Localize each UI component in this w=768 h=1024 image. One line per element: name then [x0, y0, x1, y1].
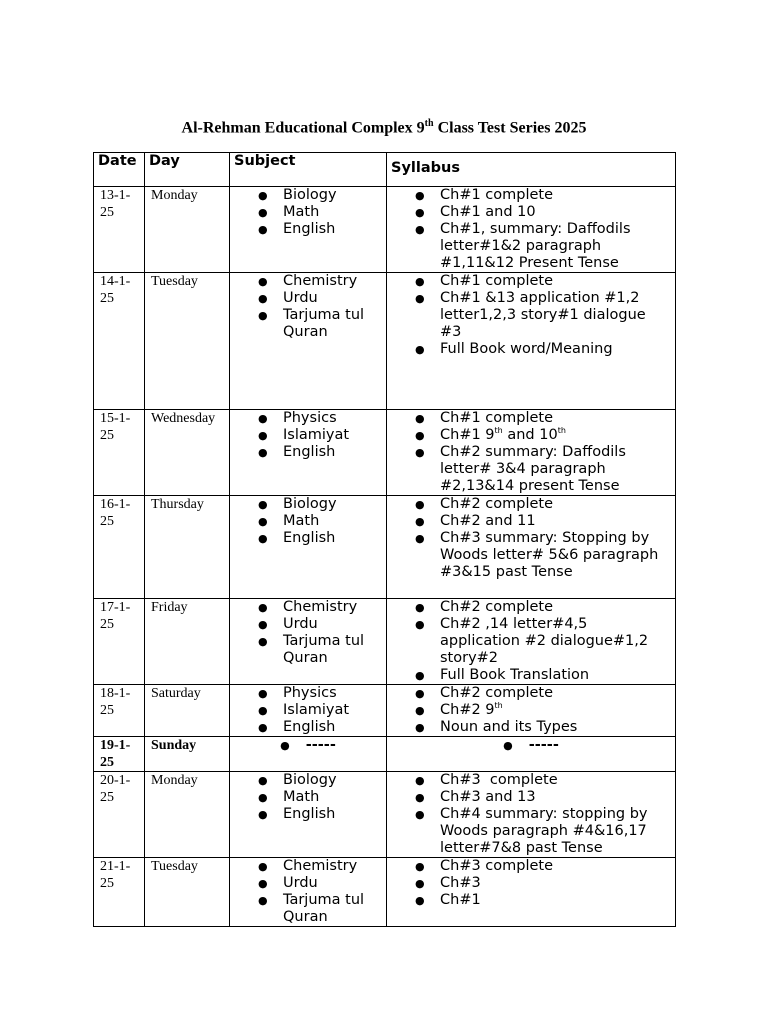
syllabus-item: ● Ch#2 ,14 letter#4,5 application #2 dialogue#1,2 story#2 — [415, 616, 649, 666]
table-row — [94, 772, 676, 858]
day-cell: Sunday — [145, 737, 230, 772]
syllabus-item: ● Ch#3 complete — [415, 772, 558, 788]
date-cell: 18-1-25 — [94, 685, 145, 737]
date-cell: 13-1-25 — [94, 187, 145, 273]
syllabus-item: ● Full Book Translation — [415, 667, 590, 683]
subject-item: ● Physics — [258, 685, 337, 701]
day-cell: Thursday — [145, 496, 230, 599]
syllabus-item: ● Ch#2 and 11 — [415, 513, 536, 529]
day-cell: Monday — [145, 772, 230, 858]
syllabus-item: ● Ch#3 complete — [415, 858, 554, 874]
subject-item: ● English — [258, 530, 336, 546]
date-cell: 17-1-25 — [94, 599, 145, 685]
table-header-row — [94, 153, 676, 187]
syllabus-item: ● Ch#2 complete — [415, 685, 554, 701]
date-cell: 21-1-25 — [94, 858, 145, 927]
page-title: Al-Rehman Educational Complex 9th Class Test Series 2025 — [181, 118, 587, 137]
subject-item: ● English — [258, 806, 336, 822]
subject-cell — [230, 496, 387, 599]
day-cell: Friday — [145, 599, 230, 685]
subject-item: ● Biology — [258, 187, 337, 203]
day-cell: Tuesday — [145, 273, 230, 410]
day-cell: Saturday — [145, 685, 230, 737]
header-day: Day — [145, 153, 230, 187]
subject-cell — [230, 685, 387, 737]
syllabus-cell — [387, 599, 676, 685]
table-row — [94, 273, 676, 410]
table-row — [94, 737, 676, 772]
syllabus-cell — [387, 496, 676, 599]
syllabus-item: ● Ch#1 complete — [415, 187, 554, 203]
subject-item: ● Tarjuma tul Quran — [258, 892, 365, 925]
subject-item: ● Urdu — [258, 616, 318, 632]
subject-cell — [230, 858, 387, 927]
subject-item: ● Urdu — [258, 290, 318, 306]
syllabus-cell — [387, 858, 676, 927]
date-cell: 20-1-25 — [94, 772, 145, 858]
day-cell: Tuesday — [145, 858, 230, 927]
subject-item: ● Physics — [258, 410, 337, 426]
subject-item: ● Chemistry — [258, 273, 358, 289]
syllabus-cell — [387, 685, 676, 737]
syllabus-item: ● Ch#1 — [415, 892, 481, 908]
subject-cell: ● ----- — [230, 737, 387, 772]
syllabus-item: ● Ch#2 9th — [415, 701, 503, 718]
syllabus-cell — [387, 410, 676, 496]
day-cell: Monday — [145, 187, 230, 273]
subject-cell — [230, 187, 387, 273]
syllabus-item: ● Ch#1 &13 application #1,2 letter1,2,3 story#1 dialogue #3 — [415, 290, 646, 340]
date-cell: 19-1-25 — [94, 737, 145, 772]
syllabus-cell: ● ----- — [387, 737, 676, 772]
syllabus-item: ● Ch#2 complete — [415, 496, 554, 512]
subject-item: ● Math — [258, 789, 320, 805]
syllabus-item: ● Ch#1 complete — [415, 410, 554, 426]
table-row — [94, 410, 676, 496]
subject-item: ● Islamiyat — [258, 427, 350, 443]
schedule-table — [93, 152, 676, 927]
syllabus-item: ● Ch#1, summary: Daffodils letter#1&2 paragraph #1,11&12 Present Tense — [415, 221, 631, 271]
syllabus-item: ● Ch#2 summary: Daffodils letter# 3&4 paragraph #2,13&14 present Tense — [415, 444, 626, 494]
table-row — [94, 187, 676, 273]
syllabus-item: ● Ch#3 summary: Stopping by Woods letter# 5&6 paragraph #3&15 past Tense — [415, 530, 659, 580]
subject-item: ● Biology — [258, 772, 337, 788]
subject-item: ● Tarjuma tul Quran — [258, 307, 365, 340]
subject-item: ● Tarjuma tul Quran — [258, 633, 365, 666]
subject-item: ● Islamiyat — [258, 702, 350, 718]
syllabus-item: ● Ch#2 complete — [415, 599, 554, 615]
subject-cell — [230, 410, 387, 496]
header-date: Date — [94, 153, 145, 187]
subject-cell — [230, 599, 387, 685]
syllabus-item: ● Full Book word/Meaning — [415, 341, 613, 357]
syllabus-cell — [387, 772, 676, 858]
subject-cell — [230, 772, 387, 858]
subject-item: ● Chemistry — [258, 599, 358, 615]
subject-item: ● English — [258, 444, 336, 460]
syllabus-item: ● Ch#1 9th and 10th — [415, 426, 566, 443]
syllabus-item: ● Ch#4 summary: stopping by Woods paragraph #4&16,17 letter#7&8 past Tense — [415, 806, 648, 856]
subject-item: ● Math — [258, 204, 320, 220]
table-row — [94, 599, 676, 685]
table-row — [94, 685, 676, 737]
syllabus-item: ● Ch#1 and 10 — [415, 204, 536, 220]
syllabus-cell — [387, 187, 676, 273]
subject-cell — [230, 273, 387, 410]
subject-item: ● English — [258, 719, 336, 735]
subject-item: ● Urdu — [258, 875, 318, 891]
syllabus-cell — [387, 273, 676, 410]
subject-item: ● Biology — [258, 496, 337, 512]
syllabus-item: ● Ch#3 — [415, 875, 481, 891]
subject-item: ● English — [258, 221, 336, 237]
day-cell: Wednesday — [145, 410, 230, 496]
date-cell: 14-1-25 — [94, 273, 145, 410]
subject-item: ● Math — [258, 513, 320, 529]
subject-item: ● Chemistry — [258, 858, 358, 874]
syllabus-item: ● Ch#3 and 13 — [415, 789, 536, 805]
header-subject: Subject — [230, 153, 387, 187]
date-cell: 15-1-25 — [94, 410, 145, 496]
syllabus-item: ● Noun and its Types — [415, 719, 578, 735]
date-cell: 16-1-25 — [94, 496, 145, 599]
table-row — [94, 858, 676, 927]
header-syllabus: Syllabus — [387, 153, 676, 187]
syllabus-item: ● Ch#1 complete — [415, 273, 554, 289]
table-row — [94, 496, 676, 599]
